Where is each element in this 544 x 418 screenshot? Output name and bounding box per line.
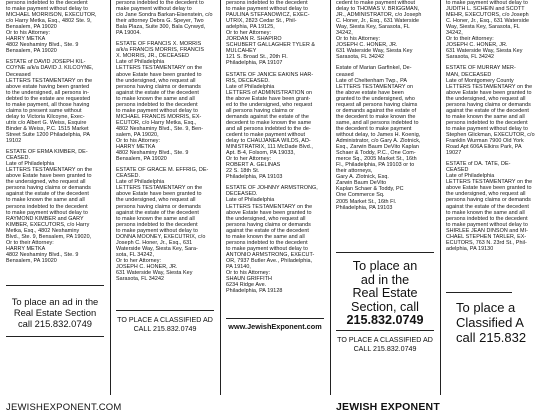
legal-notices bbox=[116, 0, 214, 282]
column-3 bbox=[226, 0, 324, 395]
classified-ad-promo bbox=[336, 336, 434, 354]
legal-notice: ESTATE OF FRANCIS X. MORRIS a/k/a FRANCIS MORRIS, FRANCIS X. MORRIS, JR., DECEASED Late of Philadelphia LETTERS TESTAMENTARY on the above Estate have been granted to the undersigned, who request all persons having claims or demands against the estate of the decedent to make known the same and all persons indebted to the decedent to make payment without delay to MICHAEL FRANCIS MORRIS, EX- ECUTOR, c/o Harry Metka, Esq., 4802 Neshaminy Blvd., Ste. 9, Ben- salem, PA 19020, Or to his Attorney: HARRY METKA 4802 Neshaminy Blvd., Ste. 9 Bensalem, PA 19020 bbox=[116, 41, 205, 163]
legal-notices bbox=[336, 0, 434, 211]
promo-line: TO PLACE A CLASSIFIED AD bbox=[337, 336, 433, 344]
website-url: www.JewishExponent.com bbox=[228, 322, 322, 331]
promo-line: Classified A bbox=[456, 315, 524, 330]
promo-phone: 215.832.0749 bbox=[346, 313, 424, 327]
divider bbox=[116, 310, 214, 311]
legal-notice: ESTATE of DAVID JOSEPH KIL- COYNE a/k/a DAVID J. KILCOYNE, Deceased LETTERS TESTAMENTARY on the above estate having been granted to the undersigned, all persons in- debted to the estate are requested to make payment, all those having claims to present same without delay to Victoria Kilcoyne, Exec- utrix c/o Albert G. Weiss, Esquire Binder & Weiss, P.C. 1515 Market Street Suite 1200 Philadelphia, PA 19102 bbox=[6, 59, 94, 145]
column-rule bbox=[440, 0, 441, 395]
right-brand: JEWISH EXPONENT bbox=[336, 401, 440, 413]
promo-line: Section, call bbox=[351, 299, 419, 314]
legal-notices bbox=[6, 0, 104, 264]
legal-notice: ESTATE of DA. TATE, DE- CEASED Late of Philadelphia LETTERS TESTAMENTARY on the above Estate have been granted to the undersigned, who request all persons having claims or demands against the estate of the decedent to make known the same and all persons indebted to the decedent to make payment without delay to SHIRLEE JEAN DINSON and MI- CHAEL STEPHEN TARLER, EX- ECUTORS, 763 N. 23rd St., Phil- adelphia, PA 19130 bbox=[446, 161, 533, 252]
divider bbox=[336, 330, 434, 331]
promo-line: Real Estate bbox=[352, 286, 418, 300]
legal-notice: to make payment without delay to JUDITH L. SCHEIN and SCOTT MEHR, EXECUTORS, c/o Joseph C. Honer, Jr., Esq., 631 Waterside Way, Siesta Key, Sarasota, FL 34242, Or to their Attorney: JOSEPH C. HONER, JR. 631 Waterside Way, Siesta Key Sarasota, FL 34242 bbox=[446, 0, 529, 61]
legal-notice: Estate of Marian Garfinkel, De- ceased Late of Cheltenham Twp., PA LETTERS TESTAMENTARY on the above estate have been granted to the undersigned, who request all persons having claims or demands against the estate of the decedent to make known the same, and all persons indebted to the decedent to make payment without delay, to James H. Koenig, Administrator, c/o Gary A. Zlotnick, Esq., Zarwin Baum DeVito Kaplan Schaer & Toddy, P.C., One Com- merce Sq., 2005 Market St., 16th Fl., Philadelphia, PA 19103 or to their attorneys, Gary A. Zlotnick, Esq. Zarwin Baum DeVito Kaplan Schaer & Toddy, PC One Commerce Sq. 2005 Market St., 16th Fl. Philadelphia, PA 19103 bbox=[336, 65, 421, 211]
classified-ad-promo bbox=[116, 316, 214, 334]
legal-notice: ESTATE OF JOHNNY ARMSTRONG, DECEASED. Late of Philadelphia LETTERS TESTAMENTARY on the above Estate have been granted to the undersigned, who request all persons having claims or demands against the estate of the decedent to make known the same and all persons indebted to the decedent to make payment without delay to ANTONIO ARMSTRONG, EXECUT- OR, 7937 Butler Ave., Philadelphia, PA 19140, Or to his Attorney: SHAUN GRIFFITH 6234 Ridge Ave. Philadelphia, PA 19128 bbox=[226, 185, 318, 295]
website-promo bbox=[226, 322, 324, 331]
legal-notices bbox=[446, 0, 544, 252]
legal-notice: ESTATE OF GRACE M. EFFRIG, DE- CEASED. Late of Philadelphia LETTERS TESTAMENTARY on the above Estate have been granted to the undersigned, who request all persons having claims or demands against the estate of the decedent to make known the same and all persons indebted to the decedent to make payment without delay to DONNA MOONEY, EXECUTRIX, c/o Joseph C. Honer, Jr., Esq., 631 Waterside Way, Siesta Key, Sara- sota, FL 34242, Or to her Attorney: JOSEPH C. HONER, JR. 631 Waterside Way, Siesta Key Sarasota, FL 34242 bbox=[116, 167, 209, 283]
divider bbox=[6, 285, 104, 286]
legal-notice: ESTATE OF JANICE EAKINS HAR- RIS, DECEASED. Late of Philadelphia LETTERS of ADMINISTRATION on the above Estate have been grant- ed to the undersigned, who request all persons having claims or demands against the estate of the decedent to make known the same and all persons indebted to the de- cedent to make payment without delay to CHAUJANEA WILDS, AD- MINISTRATRIX, 111 McDade Blvd., Apt. B-4, Folsom, PA 19033, Or to her Attorney: ROBERT A. GELINAS 22 S. 18th St. Philadelphia, PA 19103 bbox=[226, 71, 314, 181]
promo-line: Real Estate Section bbox=[13, 307, 97, 318]
page-footer bbox=[0, 398, 512, 418]
promo-line: To place an bbox=[352, 259, 418, 273]
promo-line: To place an ad in the bbox=[11, 296, 99, 307]
promo-line: To place a bbox=[456, 300, 516, 315]
legal-notices bbox=[226, 0, 324, 294]
divider bbox=[336, 252, 434, 253]
real-estate-ad-promo bbox=[6, 296, 104, 329]
legal-notice: persons indebted to the decedent to make payment without delay to PAULINA STEFANOWICZ, EXEC- UTRIX, 2823 Cedar St., Phil- adelphia, PA 19125, Or to her Attorney: JORDAN R. SHAPIRO SCHUBERT GALLAGHER TYLER & MULCAHEY 121 S. Broad St., 20th Fl. Philadelphia, PA 19107 bbox=[226, 0, 316, 67]
promo-phone: call 215.832.0749 bbox=[17, 318, 93, 329]
divider bbox=[446, 292, 512, 293]
column-2 bbox=[116, 0, 214, 395]
column-rule bbox=[110, 0, 111, 395]
promo-line: TO PLACE A CLASSIFIED AD bbox=[117, 316, 213, 324]
promo-line: ad in the bbox=[360, 272, 410, 287]
promo-phone: call 215.832 bbox=[456, 330, 527, 345]
divider bbox=[6, 336, 104, 337]
legal-notice: persons indebted to the decedent to make payment without delay to MICHAEL MORRISON, EXECUTOR, c/o Harry Metka, Esq., 4802 Ste. 9, Bensalem, PA 19020 Or to his Attorney: HARRY METKA 4802 Neshaminy Blvd., Ste. 9 Bensalem, PA 19020 bbox=[6, 0, 97, 55]
promo-phone: CALL 215.832.0749 bbox=[133, 325, 197, 333]
promo-phone: CALL 215.832.0749 bbox=[353, 345, 417, 353]
real-estate-ad-box bbox=[336, 260, 434, 328]
legal-notice: persons indebted to the decedent to make payment without delay to c/o Jane Sondra Barkan-Eisenstein, c/o their attorney Debra G. Speyer, Two Bala Plaza, Suite 300, Bala Cynwyd, PA 19004. bbox=[116, 0, 213, 37]
left-brand: JEWISHEXPONENT.COM bbox=[6, 402, 122, 413]
legal-notice: ESTATE OF ERMA KIMBER, DE- CEASED. Late of Philadelphia LETTERS TESTAMENTARY on the above Estate have been granted to the undersigned, who request all persons having claims or demands against the estate of the decedent to make known the same and all persons indebted to the decedent to make payment without delay to RAYMOND KIMBER and GARY KIMBER, EXECUTORS, c/o Harry Metka, Esq., 4802 Neshaminy Blvd., Ste. 9, Bensalem, PA 19020, Or to their Attorney: HARRY METKA 4802 Neshaminy Blvd., Ste. 9 Bensalem, PA 19020 bbox=[6, 149, 93, 264]
divider bbox=[226, 318, 324, 319]
column-rule bbox=[330, 0, 331, 395]
column-rule bbox=[220, 0, 221, 395]
legal-notice: cedent to make payment without delay to THOMAS V. BRIGGMAN, JR., ADMINISTRATOR, c/o Joseph C. Honer, Jr., Esq., 631 Waterside Way, Siesta Key, Sarasota, FL 34242, Or to his Attorney: JOSEPH C. HONER, JR. 631 Waterside Way, Siesta Key Sarasota, FL 34242 bbox=[336, 0, 422, 61]
classified-ad-promo bbox=[446, 300, 544, 345]
legal-notice: ESTATE OF MURRAY MER- MAN, DECEASED Late of Montgomery County LETTERS TESTAMENTARY on the above Estate have been granted to the undersigned, who request all persons having claims or demands against the estate of the decedent to make known the same and all persons indebted to the decedent to make payment without delay to Stephen Glickman, EXECUTOR, c/o Franklin Wurman 7900 Old York Road Apt 606A Elkins Park, PA 19027 bbox=[446, 65, 535, 157]
